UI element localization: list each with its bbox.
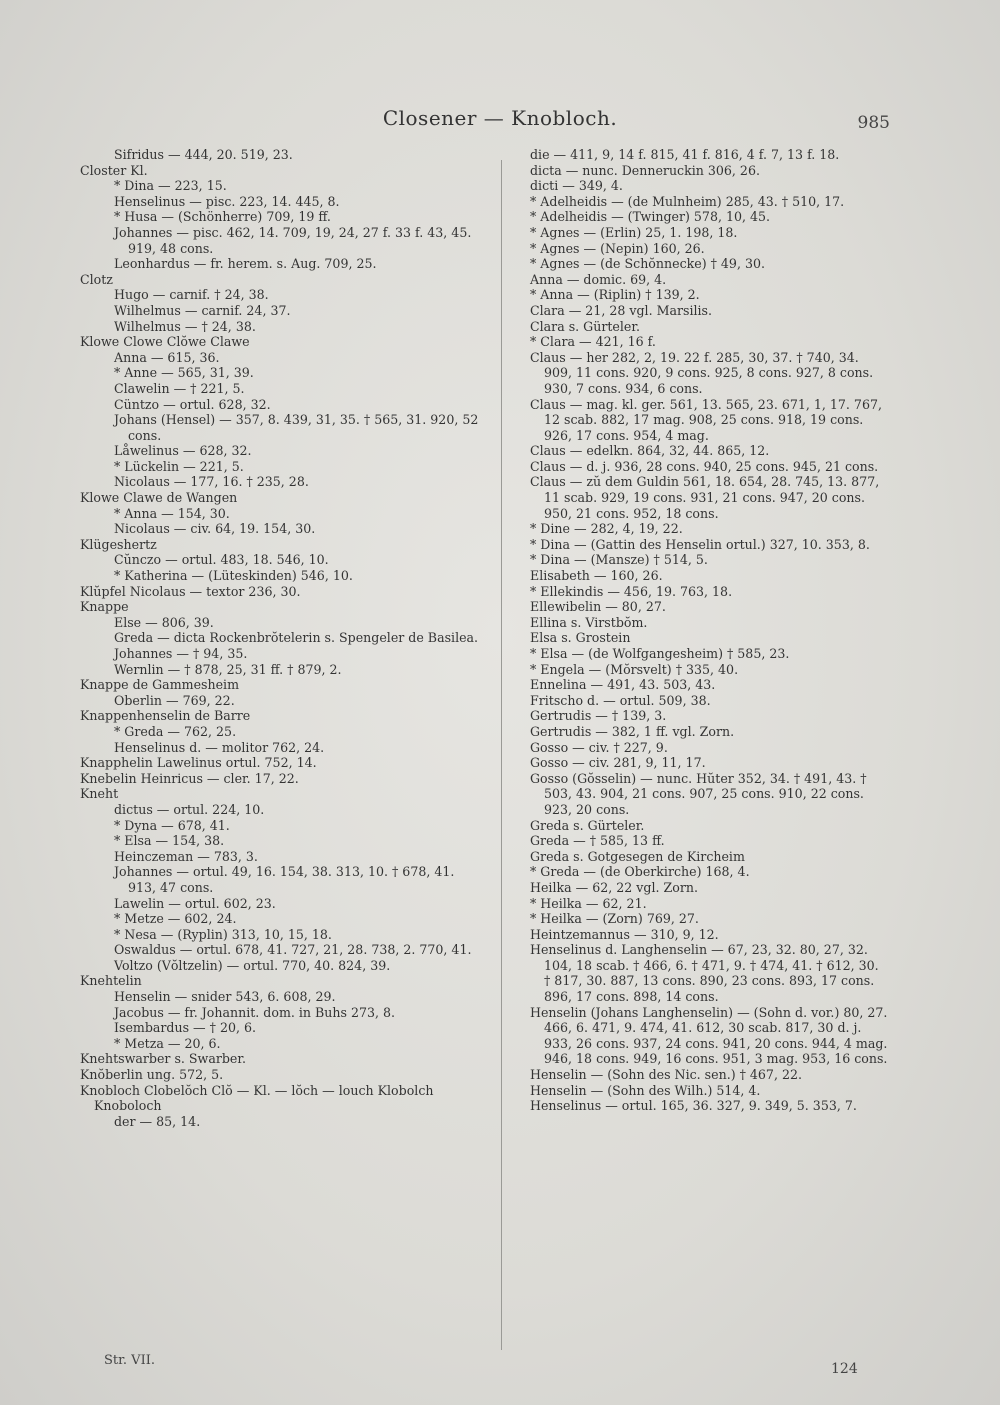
index-entry: * Agnes — (de Schŏnnecke) † 49, 30.	[530, 256, 765, 272]
index-entry: Ennelina — 491, 43. 503, 43.	[530, 677, 716, 693]
index-entry: Gosso — civ. 281, 9, 11, 17.	[530, 755, 706, 771]
index-entry: * Dine — 282, 4, 19, 22.	[530, 521, 683, 537]
index-entry: Knapphelin Lawelinus ortul. 752, 14.	[80, 755, 317, 771]
sheet-number: 124	[831, 1361, 858, 1377]
index-entry: Knebelin Heinricus — cler. 17, 22.	[80, 770, 299, 786]
index-entry: * Anna — (Riplin) † 139, 2.	[530, 287, 700, 303]
index-entry: * Metze — 602, 24.	[114, 911, 237, 927]
index-entry: Jacobus — fr. Johannit. dom. in Buhs 273, 8.	[114, 1004, 396, 1020]
index-entry: * Dina — (Gattin des Henselin ortul.) 327, 10. 353, 8.	[530, 536, 870, 552]
index-entry: Johans (Hensel) — 357, 8. 439, 31, 35. † 565, 31. 920, 52 cons.	[114, 412, 479, 443]
index-entry: Elsa s. Grostein	[530, 630, 631, 646]
index-entry: * Husa — (Schönherre) 709, 19 ff.	[114, 209, 331, 225]
index-entry: Anna — 615, 36.	[114, 349, 220, 365]
index-entry: Wilhelmus — carnif. 24, 37.	[114, 302, 291, 318]
index-entry: Greda s. Gürteler.	[530, 817, 645, 833]
index-entry: * Adelheidis — (de Mulnheim) 285, 43. † 510, 17.	[530, 193, 845, 209]
index-entry: * Dyna — 678, 41.	[114, 817, 230, 833]
index-entry: Henselin (Johans Langhenselin) — (Sohn d. vor.) 80, 27. 466, 6. 471, 9. 474, 41. 612, 30 scab. 817, 30 d. j. 933, 26 cons. 937, 24 cons. 941, 20 cons. 944, 4 mag. 946, 18 cons. 949, 16 cons. 951, 3 mag. 953, 16 cons.	[530, 1004, 888, 1067]
index-entry: dicti — 349, 4.	[530, 178, 623, 194]
index-entry: Låwelinus — 628, 32.	[114, 443, 252, 459]
index-entry: * Heilka — 62, 21.	[530, 895, 647, 911]
index-entry: * Greda — 762, 25.	[114, 723, 237, 739]
index-entry: Knappe	[80, 599, 129, 615]
left-column	[80, 147, 482, 1129]
index-entry: Oswaldus — ortul. 678, 41. 727, 21, 28. 738, 2. 770, 41.	[114, 942, 472, 958]
index-entry: Leonhardus — fr. herem. s. Aug. 709, 25.	[114, 256, 377, 272]
index-entry: * Elsa — (de Wolfgangesheim) † 585, 23.	[530, 646, 790, 661]
index-entry: * Anne — 565, 31, 39.	[114, 365, 254, 381]
page-number: 985	[857, 113, 890, 133]
index-entry: Anna — domic. 69, 4.	[530, 271, 667, 287]
index-entry: Claus — zŭ dem Guldin 561, 18. 654, 28. 745, 13. 877, 11 scab. 929, 19 cons. 931, 21 cons. 947, 20 cons. 950, 21 cons. 952, 18 cons.	[530, 474, 880, 521]
index-entry: * Engela — (Mŏrsvelt) † 335, 40.	[530, 661, 739, 677]
index-entry: Knŏberlin ung. 572, 5.	[80, 1067, 224, 1083]
index-entry: Cüntzo — ortul. 628, 32.	[114, 396, 271, 412]
index-entry: * Metza — 20, 6.	[114, 1035, 221, 1051]
index-entry: Sifridus — 444, 20. 519, 23.	[114, 147, 293, 162]
index-entry: Henselinus — pisc. 223, 14. 445, 8.	[114, 193, 340, 209]
index-entry: Knehtelin	[80, 973, 142, 989]
signature-mark: Str. VII.	[104, 1353, 155, 1368]
index-entry: * Heilka — (Zorn) 769, 27.	[530, 911, 699, 927]
index-entry: Greda — dicta Rockenbrŏtelerin s. Spengeler de Basilea.	[114, 630, 479, 646]
index-entry: * Lückelin — 221, 5.	[114, 458, 244, 474]
index-entry: Kneht	[80, 786, 119, 802]
index-entry: Elisabeth — 160, 26.	[530, 568, 663, 584]
index-entry: Ellina s. Virstbŏm.	[530, 614, 648, 630]
index-entry: Clotz	[80, 271, 113, 287]
index-entry: Claus — edelkn. 864, 32, 44. 865, 12.	[530, 443, 770, 459]
index-entry: Henselin — (Sohn des Nic. sen.) † 467, 22.	[530, 1067, 802, 1083]
index-entry: Greda — † 585, 13 ff.	[530, 833, 665, 849]
index-entry: Clawelin — † 221, 5.	[114, 380, 245, 396]
index-entry: Knehtswarber s. Swarber.	[80, 1051, 247, 1067]
index-entry: Clara s. Gürteler.	[530, 318, 640, 334]
index-entry: Klowe Clowe Clŏwe Clawe	[80, 334, 250, 350]
index-entry: Voltzo (Vŏltzelin) — ortul. 770, 40. 824, 39.	[114, 957, 391, 973]
index-entry: Henselin — (Sohn des Wilh.) 514, 4.	[530, 1082, 761, 1098]
index-entry: Knappe de Gammesheim	[80, 677, 240, 693]
index-entry: Klügeshertz	[80, 536, 157, 552]
index-entry: * Agnes — (Erlin) 25, 1. 198, 18.	[530, 224, 738, 240]
index-entry: Hugo — carnif. † 24, 38.	[114, 287, 269, 303]
index-entry: Claus — d. j. 936, 28 cons. 940, 25 cons. 945, 21 cons.	[530, 458, 879, 474]
index-entry: * Clara — 421, 16 f.	[530, 334, 656, 350]
index-entry: Heilka — 62, 22 vgl. Zorn.	[530, 879, 698, 895]
index-entry: Klowe Clawe de Wangen	[80, 490, 238, 506]
index-entry: Henselinus — ortul. 165, 36. 327, 9. 349, 5. 353, 7.	[530, 1098, 857, 1114]
index-entry: der — 85, 14.	[114, 1113, 201, 1129]
index-entry: Knappenhenselin de Barre	[80, 708, 251, 724]
right-column	[530, 147, 888, 1114]
index-entry: Isembardus — † 20, 6.	[114, 1020, 257, 1036]
index-entry: Heinczeman — 783, 3.	[114, 848, 258, 864]
index-entry: Fritscho d. — ortul. 509, 38.	[530, 692, 711, 708]
index-entry: Ellewibelin — 80, 27.	[530, 599, 666, 615]
index-entry: * Anna — 154, 30.	[114, 505, 230, 521]
running-title: Closener — Knobloch.	[382, 106, 618, 130]
index-entry: Wilhelmus — † 24, 38.	[114, 318, 256, 334]
index-entry: Henselin — snider 543, 6. 608, 29.	[114, 989, 336, 1005]
index-entry: * Katherina — (Lüteskinden) 546, 10.	[114, 568, 353, 584]
index-entry: Wernlin — † 878, 25, 31 ff. † 879, 2.	[114, 661, 342, 677]
index-entry: Nicolaus — 177, 16. † 235, 28.	[114, 474, 309, 490]
index-entry: Closter Kl.	[80, 162, 148, 178]
index-entry: Henselinus d. — molitor 762, 24.	[114, 739, 325, 755]
index-entry: Claus — mag. kl. ger. 561, 13. 565, 23. 671, 1, 17. 767, 12 scab. 882, 17 mag. 908, 25 cons. 918, 19 cons. 926, 17 cons. 954, 4 mag.	[530, 396, 882, 443]
index-entry: Oberlin — 769, 22.	[114, 692, 235, 708]
index-entry: * Greda — (de Oberkirche) 168, 4.	[530, 864, 750, 880]
index-entry: Nicolaus — civ. 64, 19. 154, 30.	[114, 521, 316, 537]
index-entry: Johannes — ortul. 49, 16. 154, 38. 313, 10. † 678, 41. 913, 47 cons.	[114, 864, 455, 895]
index-entry: Gertrudis — † 139, 3.	[530, 708, 667, 724]
index-entry: Gosso — civ. † 227, 9.	[530, 739, 668, 755]
index-entry: Gertrudis — 382, 1 ff. vgl. Zorn.	[530, 723, 735, 739]
index-entry: Johannes — pisc. 462, 14. 709, 19, 24, 27 f. 33 f. 43, 45. 919, 48 cons.	[114, 224, 472, 256]
index-entry: dicta — nunc. Denneruckin 306, 26.	[530, 162, 760, 178]
index-entry: Claus — her 282, 2, 19. 22 f. 285, 30, 37. † 740, 34. 909, 11 cons. 920, 9 cons. 925, 8 cons. 927, 8 cons. 930, 7 cons. 934, 6 cons.	[530, 349, 874, 396]
index-entry: * Dina — 223, 15.	[114, 178, 227, 194]
index-entry: * Adelheidis — (Twinger) 578, 10, 45.	[530, 209, 771, 225]
index-entry: Henselinus d. Langhenselin — 67, 23, 32. 80, 27, 32. 104, 18 scab. † 466, 6. † 471, 9. † 474, 41. † 612, 30. † 817, 30. 887, 13 cons. 890, 23 cons. 893, 17 cons. 896, 17 cons. 898, 14 cons.	[530, 942, 879, 1005]
index-entry: Cŭnczo — ortul. 483, 18. 546, 10.	[114, 552, 329, 568]
index-entry: Klŭpfel Nicolaus — textor 236, 30.	[80, 583, 301, 599]
index-entry: * Dina — (Mansze) † 514, 5.	[530, 552, 708, 568]
index-entry: Knobloch Clobelŏch Clŏ — Kl. — lŏch — louch Klobolch Knoboloch	[80, 1082, 434, 1114]
index-entry: Else — 806, 39.	[114, 614, 214, 630]
index-entry: dictus — ortul. 224, 10.	[114, 801, 265, 817]
column-divider	[501, 160, 502, 1350]
index-entry: Lawelin — ortul. 602, 23.	[114, 895, 276, 911]
index-entry: Greda s. Gotgesegen de Kircheim	[530, 848, 745, 864]
index-entry: Clara — 21, 28 vgl. Marsilis.	[530, 302, 713, 318]
index-entry: * Elsa — 154, 38.	[114, 833, 225, 849]
index-entry: Heintzemannus — 310, 9, 12.	[530, 926, 719, 942]
index-entry: die — 411, 9, 14 f. 815, 41 f. 816, 4 f. 7, 13 f. 18.	[530, 147, 840, 162]
index-entry: * Ellekindis — 456, 19. 763, 18.	[530, 583, 733, 599]
index-entry: * Agnes — (Nepin) 160, 26.	[530, 240, 705, 256]
index-entry: Johannes — † 94, 35.	[114, 646, 248, 661]
index-entry: * Nesa — (Ryplin) 313, 10, 15, 18.	[114, 926, 332, 942]
index-entry: Gosso (Gŏsselin) — nunc. Hŭter 352, 34. † 491, 43. † 503, 43. 904, 21 cons. 907, 25 cons. 910, 22 cons. 923, 20 cons.	[530, 770, 867, 817]
